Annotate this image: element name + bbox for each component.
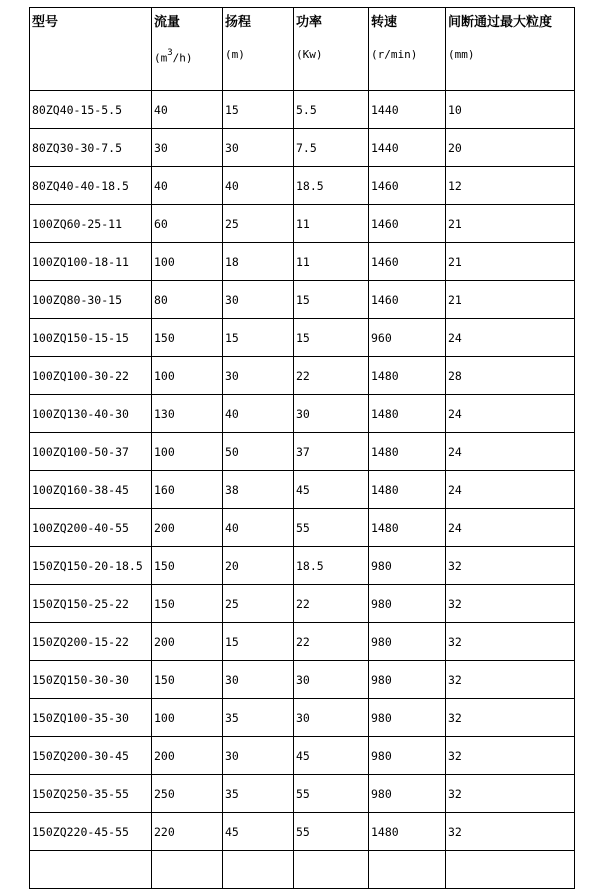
cell-power: 11: [294, 243, 369, 281]
table-row: [30, 205, 575, 243]
cell-max-particle: 32: [446, 661, 575, 699]
cell-flow: 220: [152, 813, 223, 851]
header-cell-speed: [369, 8, 446, 91]
cell-max-particle: [446, 851, 575, 889]
cell-model: 100ZQ100-18-11: [30, 243, 152, 281]
cell-model: 100ZQ60-25-11: [30, 205, 152, 243]
cell-head: 40: [223, 395, 294, 433]
header-label: 转速: [371, 15, 398, 30]
cell-speed: 1480: [369, 433, 446, 471]
table-row: [30, 243, 575, 281]
table-row: [30, 433, 575, 471]
cell-head: 25: [223, 585, 294, 623]
cell-power: 22: [294, 585, 369, 623]
cell-speed: 960: [369, 319, 446, 357]
cell-max-particle: 24: [446, 433, 575, 471]
header-label: 型号: [32, 15, 59, 30]
cell-flow: 40: [152, 167, 223, 205]
cell-max-particle: 10: [446, 91, 575, 129]
header-cell-max-particle: [446, 8, 575, 91]
table-row: [30, 623, 575, 661]
cell-model: 80ZQ40-15-5.5: [30, 91, 152, 129]
cell-power: 5.5: [294, 91, 369, 129]
cell-head: 30: [223, 357, 294, 395]
cell-max-particle: 24: [446, 471, 575, 509]
cell-model: 100ZQ150-15-15: [30, 319, 152, 357]
cell-power: 15: [294, 281, 369, 319]
cell-power: 55: [294, 813, 369, 851]
cell-flow: 130: [152, 395, 223, 433]
cell-head: [223, 851, 294, 889]
header-label: 间断通过最大粒度: [448, 15, 553, 30]
cell-power: 37: [294, 433, 369, 471]
header-cell-flow: [152, 8, 223, 91]
cell-head: 45: [223, 813, 294, 851]
cell-head: 30: [223, 281, 294, 319]
cell-max-particle: 32: [446, 775, 575, 813]
cell-speed: 1440: [369, 91, 446, 129]
cell-flow: 40: [152, 91, 223, 129]
cell-head: 25: [223, 205, 294, 243]
table-row: [30, 509, 575, 547]
cell-head: 15: [223, 91, 294, 129]
cell-max-particle: 32: [446, 813, 575, 851]
pump-spec-table: [29, 7, 575, 889]
cell-model: 150ZQ250-35-55: [30, 775, 152, 813]
table-header-row: [30, 8, 575, 91]
cell-power: 55: [294, 775, 369, 813]
table-row: [30, 775, 575, 813]
cell-flow: 200: [152, 509, 223, 547]
cell-max-particle: 21: [446, 243, 575, 281]
cell-flow: 60: [152, 205, 223, 243]
cell-max-particle: 32: [446, 585, 575, 623]
cell-speed: 1440: [369, 129, 446, 167]
cell-model: 80ZQ40-40-18.5: [30, 167, 152, 205]
cell-model: [30, 851, 152, 889]
cell-flow: 160: [152, 471, 223, 509]
cell-power: 7.5: [294, 129, 369, 167]
cell-speed: 980: [369, 737, 446, 775]
cell-speed: 1480: [369, 509, 446, 547]
table-row: [30, 813, 575, 851]
cell-model: 150ZQ200-30-45: [30, 737, 152, 775]
cell-power: 11: [294, 205, 369, 243]
cell-head: 20: [223, 547, 294, 585]
cell-max-particle: 24: [446, 509, 575, 547]
table-row: [30, 737, 575, 775]
cell-speed: 1480: [369, 357, 446, 395]
header-cell-power: [294, 8, 369, 91]
cell-speed: 980: [369, 547, 446, 585]
table-row: [30, 547, 575, 585]
cell-max-particle: 24: [446, 395, 575, 433]
cell-flow: 100: [152, 433, 223, 471]
header-unit: (Kw): [296, 48, 323, 61]
header-cell-head: [223, 8, 294, 91]
table-row: [30, 851, 575, 889]
cell-max-particle: 32: [446, 737, 575, 775]
cell-model: 150ZQ150-25-22: [30, 585, 152, 623]
cell-power: 55: [294, 509, 369, 547]
cell-head: 15: [223, 623, 294, 661]
cell-model: 100ZQ100-50-37: [30, 433, 152, 471]
cell-max-particle: 12: [446, 167, 575, 205]
cell-speed: 1460: [369, 167, 446, 205]
cell-model: 150ZQ100-35-30: [30, 699, 152, 737]
cell-speed: 980: [369, 585, 446, 623]
cell-model: 100ZQ80-30-15: [30, 281, 152, 319]
cell-max-particle: 32: [446, 623, 575, 661]
cell-speed: 980: [369, 623, 446, 661]
header-unit: (m): [225, 48, 245, 61]
cell-flow: 100: [152, 699, 223, 737]
table-row: [30, 357, 575, 395]
cell-power: 30: [294, 661, 369, 699]
unit-superscript: 3: [167, 48, 173, 58]
table-row: [30, 319, 575, 357]
cell-speed: 1460: [369, 243, 446, 281]
cell-model: 150ZQ200-15-22: [30, 623, 152, 661]
cell-speed: 1480: [369, 471, 446, 509]
cell-flow: 150: [152, 547, 223, 585]
cell-max-particle: 20: [446, 129, 575, 167]
cell-head: 40: [223, 167, 294, 205]
cell-head: 35: [223, 775, 294, 813]
table-row: [30, 129, 575, 167]
cell-flow: [152, 851, 223, 889]
cell-flow: 100: [152, 243, 223, 281]
header-unit: (r/min): [371, 48, 418, 61]
cell-speed: [369, 851, 446, 889]
table-body: [30, 8, 575, 889]
cell-power: 18.5: [294, 547, 369, 585]
cell-speed: 980: [369, 661, 446, 699]
cell-model: 100ZQ200-40-55: [30, 509, 152, 547]
cell-power: 45: [294, 471, 369, 509]
cell-power: 45: [294, 737, 369, 775]
cell-head: 30: [223, 129, 294, 167]
header-unit: (mm): [448, 48, 475, 61]
cell-flow: 150: [152, 661, 223, 699]
cell-flow: 150: [152, 585, 223, 623]
cell-speed: 1480: [369, 813, 446, 851]
cell-model: 150ZQ150-20-18.5: [30, 547, 152, 585]
cell-flow: 200: [152, 737, 223, 775]
cell-max-particle: 21: [446, 205, 575, 243]
cell-head: 30: [223, 661, 294, 699]
table-row: [30, 699, 575, 737]
cell-model: 150ZQ220-45-55: [30, 813, 152, 851]
header-cell-model: [30, 8, 152, 91]
cell-head: 18: [223, 243, 294, 281]
cell-head: 30: [223, 737, 294, 775]
table-row: [30, 661, 575, 699]
cell-head: 50: [223, 433, 294, 471]
cell-flow: 80: [152, 281, 223, 319]
header-label: 流量: [154, 15, 181, 30]
table-row: [30, 471, 575, 509]
cell-speed: 1460: [369, 281, 446, 319]
table-row: [30, 167, 575, 205]
cell-speed: 980: [369, 775, 446, 813]
cell-power: 22: [294, 357, 369, 395]
cell-power: 22: [294, 623, 369, 661]
cell-flow: 200: [152, 623, 223, 661]
unit-part: (m: [154, 51, 168, 65]
cell-power: 30: [294, 395, 369, 433]
table-row: [30, 585, 575, 623]
cell-head: 35: [223, 699, 294, 737]
cell-max-particle: 24: [446, 319, 575, 357]
cell-power: 30: [294, 699, 369, 737]
cell-speed: 1480: [369, 395, 446, 433]
cell-flow: 150: [152, 319, 223, 357]
cell-model: 100ZQ160-38-45: [30, 471, 152, 509]
cell-speed: 1460: [369, 205, 446, 243]
header-unit: [154, 48, 222, 66]
cell-speed: 980: [369, 699, 446, 737]
cell-flow: 100: [152, 357, 223, 395]
cell-model: 150ZQ150-30-30: [30, 661, 152, 699]
table-row: [30, 281, 575, 319]
unit-part: /h): [172, 51, 193, 65]
cell-max-particle: 21: [446, 281, 575, 319]
cell-max-particle: 28: [446, 357, 575, 395]
header-label: 功率: [296, 15, 323, 30]
cell-power: 18.5: [294, 167, 369, 205]
cell-power: 15: [294, 319, 369, 357]
cell-model: 100ZQ130-40-30: [30, 395, 152, 433]
table-row: [30, 91, 575, 129]
cell-head: 15: [223, 319, 294, 357]
cell-power: [294, 851, 369, 889]
cell-flow: 30: [152, 129, 223, 167]
cell-model: 80ZQ30-30-7.5: [30, 129, 152, 167]
header-label: 扬程: [225, 15, 252, 30]
table-row: [30, 395, 575, 433]
cell-head: 38: [223, 471, 294, 509]
cell-head: 40: [223, 509, 294, 547]
cell-flow: 250: [152, 775, 223, 813]
cell-max-particle: 32: [446, 547, 575, 585]
cell-max-particle: 32: [446, 699, 575, 737]
cell-model: 100ZQ100-30-22: [30, 357, 152, 395]
